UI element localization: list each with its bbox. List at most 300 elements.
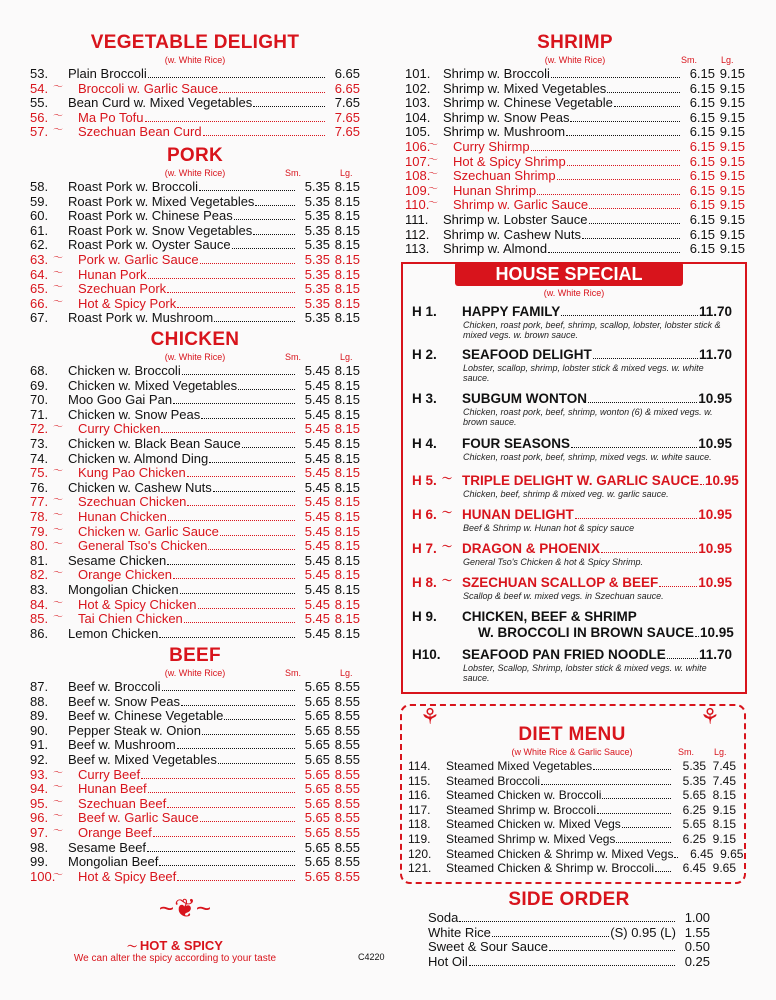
- dot-leader: [667, 658, 698, 659]
- item-number: [30, 612, 78, 627]
- item-name: Orange Chicken: [78, 567, 172, 583]
- dot-leader: [147, 851, 295, 852]
- item-price: 0.50: [684, 939, 710, 955]
- item-price-small: 5.35: [304, 179, 330, 194]
- dot-leader: [148, 278, 295, 279]
- item-number-text: 94.: [30, 781, 49, 797]
- section-title: SHRIMP: [537, 32, 613, 53]
- item-price-large: 8.55: [334, 708, 360, 724]
- menu-item: [30, 224, 360, 239]
- dot-leader: [459, 921, 675, 922]
- section-title: VEGETABLE DELIGHT: [90, 32, 300, 53]
- dot-leader: [589, 208, 680, 209]
- item-number-text: 99.: [30, 854, 49, 870]
- item-name: Chicken w. Cashew Nuts: [68, 479, 212, 495]
- section-side-order: [428, 889, 710, 969]
- house-special-item: [412, 347, 732, 383]
- item-number: [30, 379, 68, 394]
- hot-pepper-icon: 〜: [53, 767, 63, 779]
- item-number: [30, 855, 68, 870]
- house-special-line: [412, 473, 739, 489]
- menu-item: [30, 253, 360, 268]
- menu-item: [30, 452, 360, 467]
- item-name: Bean Curd w. Mixed Vegetables: [68, 95, 253, 111]
- item-name: Shrimp w. Cashew Nuts: [443, 226, 581, 242]
- house-special-line: [412, 436, 732, 452]
- item-price-large: 8.15: [334, 266, 360, 282]
- item-number: [30, 180, 68, 195]
- item-code: [412, 473, 462, 489]
- item-number: [30, 96, 68, 111]
- item-name: Kung Pao Chicken: [78, 465, 186, 481]
- item-number: [405, 125, 443, 140]
- dot-leader: [537, 194, 680, 195]
- section-beef: [30, 645, 360, 884]
- item-number-text: 64.: [30, 266, 49, 282]
- item-number: [405, 155, 453, 170]
- item-price-small: 6.65: [334, 80, 360, 96]
- hot-pepper-icon: 〜: [53, 267, 63, 279]
- item-number: [30, 709, 68, 724]
- item-name: Hunan Chicken: [78, 508, 167, 524]
- dot-leader: [209, 462, 295, 463]
- dot-leader: [213, 491, 295, 492]
- item-name: Chicken w. Black Bean Sauce: [68, 435, 241, 451]
- menu-item: [405, 67, 745, 82]
- hot-pepper-icon: 〜: [53, 782, 63, 794]
- item-price-large: 8.15: [334, 392, 360, 408]
- item-price-large: 8.15: [334, 435, 360, 451]
- item-name: Beef w. Chinese Vegetable: [68, 708, 224, 724]
- item-number-text: 83.: [30, 581, 49, 597]
- section-subtitle: (w. White Rice): [544, 55, 606, 65]
- item-number: [30, 224, 68, 239]
- item-price-large: 8.15: [334, 421, 360, 437]
- house-special-item: [412, 541, 732, 567]
- item-number: [30, 393, 68, 408]
- item-price-large: 8.15: [334, 295, 360, 311]
- item-price-large: 8.55: [334, 824, 360, 840]
- hot-pepper-icon: 〜: [428, 154, 438, 166]
- menu-item: [30, 209, 360, 224]
- item-price-large: 9.15: [719, 211, 745, 227]
- item-price-small: 6.45: [690, 846, 714, 861]
- item-number-text: 121.: [408, 861, 432, 876]
- item-number-text: 79.: [30, 523, 49, 539]
- item-price-small: 5.45: [304, 538, 330, 554]
- dot-leader: [201, 418, 295, 419]
- item-price-large: 9.15: [719, 197, 745, 213]
- item-name: CHICKEN, BEEF & SHRIMP: [462, 609, 637, 624]
- dot-leader: [173, 578, 295, 579]
- item-name: Shrimp w. Lobster Sauce: [443, 211, 588, 227]
- menu-item: [30, 724, 360, 739]
- item-price: 10.95: [698, 541, 732, 556]
- side-order-item: [428, 940, 710, 955]
- item-number-text: 65.: [30, 281, 49, 297]
- dot-leader: [159, 865, 295, 866]
- dot-leader: [145, 121, 325, 122]
- item-name: Ma Po Tofu: [78, 109, 144, 125]
- dot-leader: [173, 403, 295, 404]
- menu-item: [405, 169, 745, 184]
- menu-code: C4220: [358, 952, 385, 962]
- item-number: [30, 209, 68, 224]
- item-name: Chicken w. Mixed Vegetables: [68, 377, 238, 393]
- hot-pepper-icon: 〜: [53, 495, 63, 507]
- item-name: Szechuan Shrimp: [453, 168, 556, 184]
- item-price-small: 5.65: [304, 693, 330, 709]
- house-special-item: [412, 473, 739, 499]
- dot-leader: [469, 965, 675, 966]
- item-name: FOUR SEASONS: [462, 436, 571, 451]
- item-name: Sesame Beef: [68, 839, 147, 855]
- item-price-small: 5.65: [304, 766, 330, 782]
- item-code-text: H 1.: [412, 304, 437, 319]
- item-price-small: 5.35: [304, 281, 330, 297]
- item-price-large: 8.15: [334, 363, 360, 378]
- hot-pepper-icon: 〜: [53, 825, 63, 837]
- item-price-large: 9.65: [720, 846, 744, 861]
- item-description: Scallop & beef w. mixed vegs. in Szechuan sauce.: [463, 591, 664, 601]
- dot-leader: [148, 77, 325, 78]
- large-label: Lg.: [340, 168, 353, 178]
- item-price-large: 9.15: [712, 831, 736, 846]
- item-number-text: 95.: [30, 795, 49, 811]
- item-price: 10.95: [698, 575, 732, 590]
- hot-pepper-icon: 〜: [53, 81, 63, 93]
- menu-item: [30, 709, 360, 724]
- item-price-large: 8.55: [334, 795, 360, 811]
- item-price-small: 5.65: [304, 824, 330, 840]
- item-price-small: 5.65: [304, 751, 330, 767]
- menu-item: [30, 826, 360, 841]
- item-name: Tai Chien Chicken: [78, 611, 183, 627]
- item-price-large: 8.55: [334, 781, 360, 797]
- dot-leader: [167, 807, 295, 808]
- item-price-small: 6.15: [689, 182, 715, 198]
- item-name: Soda: [428, 910, 459, 925]
- item-code: [412, 609, 462, 625]
- item-description: General Tso's Chicken & hot & Spicy Shrimp.: [463, 557, 643, 567]
- item-number-text: 114.: [408, 759, 431, 773]
- item-price-large: 8.15: [334, 611, 360, 627]
- dot-leader: [180, 593, 295, 594]
- item-number-text: 75.: [30, 465, 49, 481]
- item-number: [30, 311, 68, 326]
- item-name: Steamed Chicken & Shrimp w. Mixed Vegs: [446, 846, 674, 861]
- item-price-small: 6.15: [689, 241, 715, 257]
- item-price-large: 8.15: [334, 208, 360, 224]
- item-name: Roast Pork w. Mushroom: [68, 310, 214, 326]
- menu-item: [30, 466, 360, 481]
- item-description: Chicken, roast pork, beef, shrimp, mixed vegs. w. white sauce.: [463, 452, 712, 462]
- item-number: [405, 67, 443, 82]
- menu-item: [408, 774, 736, 789]
- item-number-text: 91.: [30, 737, 49, 753]
- menu-item: [30, 768, 360, 783]
- item-code: [412, 575, 462, 591]
- item-number-text: 100.: [30, 868, 56, 884]
- item-number-text: 68.: [30, 363, 49, 378]
- item-name: Steamed Broccoli: [446, 773, 541, 788]
- item-number: [30, 268, 78, 283]
- item-number-text: 112.: [405, 226, 430, 242]
- item-price-small: 5.45: [304, 363, 330, 378]
- dot-leader: [219, 92, 325, 93]
- menu-item: [30, 782, 360, 797]
- item-price-large: 8.55: [334, 679, 360, 694]
- item-number: [30, 253, 78, 268]
- item-number-text: 117.: [408, 802, 431, 817]
- item-number-text: 70.: [30, 392, 49, 408]
- menu-item: [408, 759, 736, 774]
- item-name: Steamed Chicken w. Mixed Vegs: [446, 817, 621, 832]
- item-name: Sesame Chicken: [68, 552, 167, 568]
- item-number: [30, 568, 78, 583]
- menu-item: [30, 393, 360, 408]
- large-label: Lg.: [721, 55, 734, 65]
- item-price-small: 5.65: [304, 679, 330, 694]
- section-subtitle: (w. White Rice): [164, 55, 226, 65]
- item-number: [30, 811, 78, 826]
- dot-leader: [224, 719, 295, 720]
- item-number-text: 110.: [405, 197, 430, 213]
- item-number-text: 71.: [30, 406, 49, 422]
- item-number: [30, 826, 78, 841]
- dot-leader: [153, 836, 295, 837]
- item-name: Steamed Shrimp w. Broccoli: [446, 802, 597, 817]
- item-number-text: 98.: [30, 839, 49, 855]
- item-number-text: 66.: [30, 295, 49, 311]
- menu-item: [405, 155, 745, 170]
- item-price-large: 8.15: [334, 406, 360, 422]
- item-price-small: 6.25: [682, 831, 706, 846]
- item-number-text: 119.: [408, 831, 431, 846]
- menu-item: [405, 198, 745, 213]
- item-number-text: 81.: [30, 552, 49, 568]
- dot-leader: [492, 936, 609, 937]
- dot-leader: [198, 608, 296, 609]
- item-name: Mongolian Beef: [68, 854, 159, 870]
- item-price-small: 7.65: [334, 109, 360, 125]
- dot-leader: [695, 636, 699, 637]
- item-name: Pork w. Garlic Sauce: [78, 251, 199, 267]
- item-code-text: H 6.: [412, 507, 437, 522]
- menu-item: [30, 111, 360, 126]
- item-number: [30, 554, 68, 569]
- hot-pepper-icon: 〜: [53, 597, 63, 609]
- menu-item: [30, 408, 360, 423]
- dot-leader: [177, 307, 295, 308]
- small-label: Sm.: [681, 55, 698, 65]
- item-number: [408, 847, 446, 862]
- item-price-small: 6.15: [689, 124, 715, 140]
- menu-item: [405, 242, 745, 257]
- large-label: Lg.: [340, 668, 353, 678]
- section-diet-menu: [408, 724, 744, 876]
- item-number-text: 57.: [30, 124, 49, 140]
- item-number-text: 116.: [408, 788, 431, 803]
- item-code: [412, 507, 462, 523]
- item-code-text: H 4.: [412, 436, 437, 451]
- item-name: Shrimp w. Snow Peas: [443, 109, 570, 125]
- item-price-large: 8.15: [334, 237, 360, 253]
- section-title: BEEF: [169, 645, 221, 666]
- hot-pepper-icon: 〜: [53, 869, 63, 881]
- item-price-small: 5.65: [304, 722, 330, 738]
- item-number: [408, 803, 446, 818]
- dot-leader: [234, 219, 295, 220]
- item-number-text: 84.: [30, 596, 49, 612]
- hot-pepper-icon: 〜: [127, 942, 140, 953]
- item-number: [30, 495, 78, 510]
- item-number: [405, 140, 453, 155]
- item-name: Sweet & Sour Sauce: [428, 939, 548, 955]
- item-name: Steamed Chicken & Shrimp w. Broccoli: [446, 861, 655, 876]
- item-name: Chicken w. Garlic Sauce: [78, 523, 219, 539]
- menu-item: [30, 495, 360, 510]
- item-number: [405, 184, 453, 199]
- item-price-small: 5.65: [682, 817, 706, 832]
- item-price-small: 5.35: [304, 237, 330, 253]
- menu-item: [408, 861, 736, 876]
- item-price-small: 5.45: [304, 567, 330, 583]
- item-price-large: 8.15: [334, 251, 360, 267]
- item-name: Chicken w. Snow Peas: [68, 406, 201, 422]
- item-number: [30, 466, 78, 481]
- item-price-large: 8.15: [334, 625, 360, 641]
- item-description: Lobster, scallop, shrimp, lobster stick & mixed vegs. w. white sauce.: [463, 363, 704, 383]
- hot-pepper-icon: 〜: [442, 508, 452, 519]
- item-number-text: 76.: [30, 479, 49, 495]
- house-special-item: [412, 575, 732, 601]
- large-label: Lg.: [340, 352, 353, 362]
- item-size-prices: (S) 0.95 (L): [610, 924, 676, 940]
- dot-leader: [551, 77, 680, 78]
- item-price-small: 5.45: [304, 450, 330, 466]
- dot-leader: [159, 637, 295, 638]
- item-price-large: 8.15: [712, 788, 736, 803]
- item-number: [30, 452, 68, 467]
- item-price: 10.95: [698, 436, 732, 451]
- item-number-text: 102.: [405, 80, 431, 96]
- dot-leader: [200, 263, 295, 264]
- item-price-small: 7.65: [334, 124, 360, 140]
- item-name: Beef w. Mixed Vegetables: [68, 751, 217, 767]
- item-price-large: 7.45: [712, 759, 736, 773]
- item-price-small: 5.45: [304, 406, 330, 422]
- section-subtitle: (w. White Rice): [164, 168, 226, 178]
- item-price-large: 9.65: [712, 861, 736, 876]
- item-name: Curry Beef: [78, 766, 141, 782]
- item-number-text: 77.: [30, 494, 49, 510]
- item-name: Hot Oil: [428, 953, 468, 969]
- item-name: HUNAN DELIGHT: [462, 507, 574, 522]
- item-number: [30, 437, 68, 452]
- item-price-large: 9.15: [719, 182, 745, 198]
- house-special-item: [412, 647, 732, 683]
- item-price-large: 8.15: [334, 450, 360, 466]
- item-number-text: 59.: [30, 193, 49, 209]
- ornament-right: ⚘: [700, 704, 720, 729]
- item-name: Roast Pork w. Snow Vegetables: [68, 222, 253, 238]
- dot-leader: [232, 248, 295, 249]
- item-price-large: 8.55: [334, 766, 360, 782]
- house-special-line: [412, 647, 732, 663]
- dot-leader: [214, 321, 295, 322]
- menu-item: [405, 96, 745, 111]
- item-price-small: 5.35: [304, 310, 330, 326]
- dot-leader: [187, 476, 295, 477]
- dot-leader: [582, 238, 680, 239]
- item-number: [30, 525, 78, 540]
- house-special-line: [412, 304, 732, 320]
- item-price-small: 6.15: [689, 226, 715, 242]
- dot-leader: [567, 165, 680, 166]
- item-name: White Rice: [428, 924, 491, 940]
- menu-item: [405, 82, 745, 97]
- item-number: [30, 797, 78, 812]
- item-code: [412, 647, 462, 663]
- item-number: [405, 242, 443, 257]
- item-price-large: 8.15: [334, 281, 360, 297]
- hot-pepper-icon: 〜: [53, 509, 63, 521]
- house-special-item: [412, 436, 732, 462]
- item-description: Chicken, beef, shrimp & mixed veg. w. garlic sauce.: [463, 489, 669, 499]
- item-number: [30, 680, 68, 695]
- menu-item: [405, 213, 745, 228]
- hot-pepper-icon: 〜: [428, 183, 438, 195]
- hot-pepper-icon: 〜: [53, 296, 63, 308]
- item-price-large: 9.15: [712, 802, 736, 817]
- item-price: 11.70: [698, 347, 732, 362]
- menu-item: [30, 82, 360, 97]
- menu-item: [30, 627, 360, 642]
- dot-leader: [593, 769, 671, 770]
- small-label: Sm.: [285, 168, 302, 178]
- item-number-text: 96.: [30, 810, 49, 826]
- small-label: Sm.: [678, 747, 695, 757]
- item-number: [405, 213, 443, 228]
- hot-pepper-icon: 〜: [53, 110, 63, 122]
- item-name: Hunan Beef: [78, 781, 147, 797]
- menu-item: [30, 297, 360, 312]
- item-price-large: 8.15: [334, 179, 360, 194]
- menu-item: [30, 282, 360, 297]
- item-number-text: 86.: [30, 625, 49, 641]
- item-number-text: 78.: [30, 508, 49, 524]
- item-number: [405, 96, 443, 111]
- item-price-large: 8.15: [334, 508, 360, 524]
- dot-leader: [616, 842, 671, 843]
- dot-leader: [602, 798, 671, 799]
- item-price-small: 6.45: [682, 861, 706, 876]
- item-price-large: 8.15: [334, 310, 360, 326]
- house-special-item: [412, 304, 732, 340]
- item-name: Beef w. Broccoli: [68, 679, 161, 694]
- item-number: [30, 753, 68, 768]
- item-number: [30, 738, 68, 753]
- small-label: Sm.: [285, 352, 302, 362]
- item-price: 10.95: [698, 507, 732, 522]
- dot-leader: [200, 821, 295, 822]
- menu-item: [30, 195, 360, 210]
- item-name: Roast Pork w. Broccoli: [68, 179, 199, 194]
- item-price-small: 6.15: [689, 153, 715, 169]
- item-code: [412, 436, 462, 452]
- menu-item: [30, 96, 360, 111]
